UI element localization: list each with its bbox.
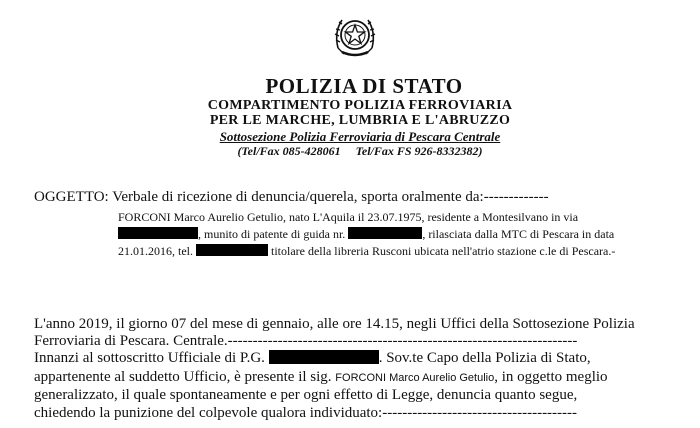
oggetto-line <box>34 189 549 206</box>
body-line-1: L'anno 2019, il giorno 07 del mese di gennaio, alle ore 14.15, negli Uffici della Sottosezione Polizia <box>34 316 635 332</box>
agency-title: POLIZIA DI STATO <box>265 74 463 98</box>
subsection-name: Sottosezione Polizia Ferroviaria di Pescara Centrale <box>219 129 501 144</box>
body-line-5: generalizzato, il quale spontaneamente e per ogni effetto di Legge, denuncia quanto segue, <box>34 387 578 403</box>
body-line-4: appartenente al suddetto Ufficio, è presente il sig. FORCONI Marco Aurelio Getulio, in oggetto meglio <box>34 369 608 385</box>
oggetto-label: OGGETTO: <box>34 189 109 205</box>
phone-1: (Tel/Fax 085-428061 <box>237 144 341 158</box>
complainant-name: FORCONI Marco Aurelio Getulio <box>335 372 495 384</box>
department-line-1: COMPARTIMENTO POLIZIA FERROVIARIA <box>207 98 513 113</box>
redaction-block <box>118 227 198 239</box>
redaction-block <box>269 350 379 364</box>
republic-emblem-icon <box>330 8 380 62</box>
redaction-block <box>196 244 268 256</box>
redaction-block <box>348 227 422 239</box>
oggetto-detail-3: 21.01.2016, tel. titolare della libreria Rusconi ubicata nell'atrio stazione c.le di Pescara.- <box>118 244 616 258</box>
body-line-3: Innanzi al sottoscritto Ufficiale di P.G. . Sov.te Capo della Polizia di Stato, <box>34 350 591 366</box>
body-line-2: Ferroviaria di Pescara. Centrale.---------------------------------------------------------------------- <box>34 333 578 349</box>
oggetto-detail-2: , munito di patente di guida nr. , rilasciata dalla MTC di Pescara in data <box>118 227 614 242</box>
oggetto-text: Verbale di ricezione di denuncia/querela, sporta oralmente da:------------- <box>112 189 549 205</box>
contact-phones <box>0 144 700 159</box>
department-line-2: PER LE MARCHE, LUMBRIA E L'ABRUZZO <box>209 113 511 128</box>
oggetto-detail-1: FORCONI Marco Aurelio Getulio, nato L'Aquila il 23.07.1975, residente a Montesilvano in via <box>118 210 579 224</box>
phone-2: Tel/Fax FS 926-8332382) <box>355 144 483 158</box>
body-line-6: chiedendo la punizione del colpevole qualora individuato:--------------------------------------- <box>34 405 578 421</box>
